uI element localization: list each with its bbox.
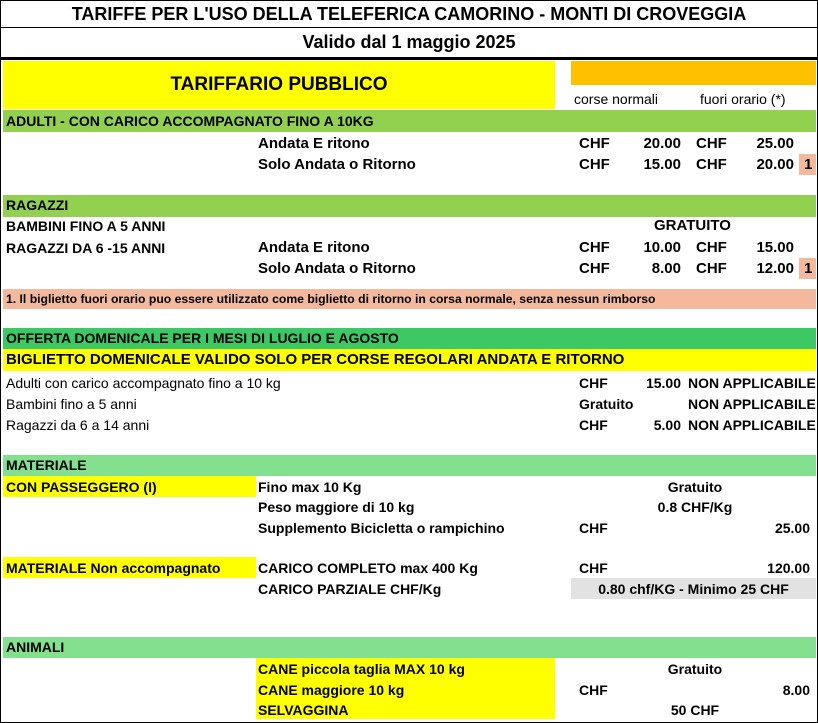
animali-row-3-desc: SELVAGGINA <box>258 702 349 718</box>
passeggero-label: CON PASSEGGERO (I) <box>6 479 157 495</box>
ragazzi-row-1-val1: 10.00 <box>643 239 681 256</box>
animali-heading-bg <box>3 637 816 658</box>
adulti-row-1-cur2: CHF <box>696 135 727 152</box>
ragazzi-heading: RAGAZZI <box>6 197 69 213</box>
animali-row-2-desc: CANE maggiore 10 kg <box>258 682 405 698</box>
dom-row-1-cur: CHF <box>579 375 608 391</box>
ragazzi-row-1-val2: 15.00 <box>756 239 794 256</box>
page-subtitle: Valido dal 1 maggio 2025 <box>302 32 516 52</box>
domenicale-subheading: BIGLIETTO DOMENICALE VALIDO SOLO PER CORSE REGOLARI ANDATA E RITORNO <box>6 351 625 368</box>
non-acc-label: MATERIALE Non accompagnato <box>6 560 221 576</box>
domenicale-heading: OFFERTA DOMENICALE PER I MESI DI LUGLIO E AGOSTO <box>6 330 399 346</box>
tariffario-label: TARIFFARIO PUBBLICO <box>170 74 388 95</box>
dom-row-1-desc: Adulti con carico accompagnato fino a 10 kg <box>6 375 281 391</box>
dom-row-1-val: 15.00 <box>645 375 681 391</box>
animali-row-3-val: 50 CHF <box>670 702 720 718</box>
non-acc-row-1-desc: CARICO COMPLETO max 400 Kg <box>258 560 478 576</box>
ragazzi-row-1-cur2: CHF <box>696 239 727 256</box>
orange-header-bar <box>571 61 816 85</box>
col-fuori-orario: fuori orario (*) <box>700 91 786 107</box>
col-corse-normali: corse normali <box>574 91 659 107</box>
adulti-row-2-val1: 15.00 <box>643 156 681 173</box>
dom-row-1-fuori: NON APPLICABILE <box>688 375 816 391</box>
mat-row-2-val: 0.8 CHF/Kg <box>657 499 733 515</box>
bambini-value: GRATUITO <box>654 217 731 234</box>
ragazzi-row-2-cur1: CHF <box>579 260 610 277</box>
dom-row-2-cur: Gratuito <box>579 396 634 412</box>
adulti-row-2-desc: Solo Andata o Ritorno <box>258 156 416 173</box>
mat-row-3-desc: Supplemento Bicicletta o rampichino <box>258 520 505 536</box>
animali-row-2-val: 8.00 <box>782 682 810 698</box>
ragazzi-row-1-cur1: CHF <box>579 239 610 256</box>
dom-row-2-desc: Bambini fino a 5 anni <box>6 396 137 412</box>
animali-row-1-desc: CANE piccola taglia MAX 10 kg <box>258 661 465 677</box>
page-title: TARIFFE PER L'USO DELLA TELEFERICA CAMORINO - MONTI DI CROVEGGIA <box>71 4 747 24</box>
animali-row-2-cur: CHF <box>579 682 608 698</box>
mat-row-2-desc: Peso maggiore di 10 kg <box>258 499 415 515</box>
dom-row-2-fuori: NON APPLICABILE <box>688 396 816 412</box>
non-acc-row-1-cur: CHF <box>579 560 608 576</box>
animali-row-1-val: Gratuito <box>667 661 723 677</box>
adulti-row-1-val2: 25.00 <box>756 135 794 152</box>
mat-row-1-val: Gratuito <box>667 479 723 495</box>
materiale-heading: MATERIALE <box>6 457 87 473</box>
ragazzi-heading-bg <box>3 195 816 217</box>
ragazzi-note-ref: 1 <box>804 260 813 277</box>
mat-row-3-cur: CHF <box>579 520 608 536</box>
dom-row-3-desc: Ragazzi da 6 a 14 anni <box>6 417 150 433</box>
adulti-heading: ADULTI - CON CARICO ACCOMPAGNATO FINO A 10KG <box>6 113 374 129</box>
non-acc-row-2-desc: CARICO PARZIALE CHF/Kg <box>258 581 442 597</box>
adulti-row-1-val1: 20.00 <box>643 135 681 152</box>
non-acc-row-1-val: 120.00 <box>767 560 810 576</box>
mat-row-1-desc: Fino max 10 Kg <box>258 479 362 495</box>
header-divider-2 <box>0 57 818 60</box>
ragazzi-label: RAGAZZI DA 6 -15 ANNI <box>6 240 166 256</box>
adulti-row-2-cur2: CHF <box>696 156 727 173</box>
animali-heading: ANIMALI <box>6 639 65 655</box>
adulti-row-1-desc: Andata E ritono <box>258 135 370 152</box>
bambini-label: BAMBINI FINO A 5 ANNI <box>6 218 166 234</box>
ragazzi-row-2-cur2: CHF <box>696 260 727 277</box>
adulti-row-2-cur1: CHF <box>579 156 610 173</box>
mat-row-3-val: 25.00 <box>774 520 810 536</box>
header-divider <box>0 27 818 28</box>
adulti-row-1-cur1: CHF <box>579 135 610 152</box>
footnote: 1. Il biglietto fuori orario puo essere utilizzato come biglietto di ritorno in corsa normale, senza nessun rimborso <box>6 292 656 306</box>
ragazzi-row-2-desc: Solo Andata o Ritorno <box>258 260 416 277</box>
non-acc-row-2-val: 0.80 chf/KG - Minimo 25 CHF <box>598 581 789 597</box>
adulti-note-ref: 1 <box>804 156 813 173</box>
dom-row-3-fuori: NON APPLICABILE <box>688 417 816 433</box>
dom-row-3-cur: CHF <box>579 417 608 433</box>
adulti-row-2-val2: 20.00 <box>756 156 794 173</box>
materiale-heading-bg <box>3 455 816 476</box>
ragazzi-row-2-val2: 12.00 <box>756 260 794 277</box>
dom-row-3-val: 5.00 <box>653 417 681 433</box>
ragazzi-row-1-desc: Andata E ritono <box>258 239 370 256</box>
ragazzi-row-2-val1: 8.00 <box>651 260 681 277</box>
